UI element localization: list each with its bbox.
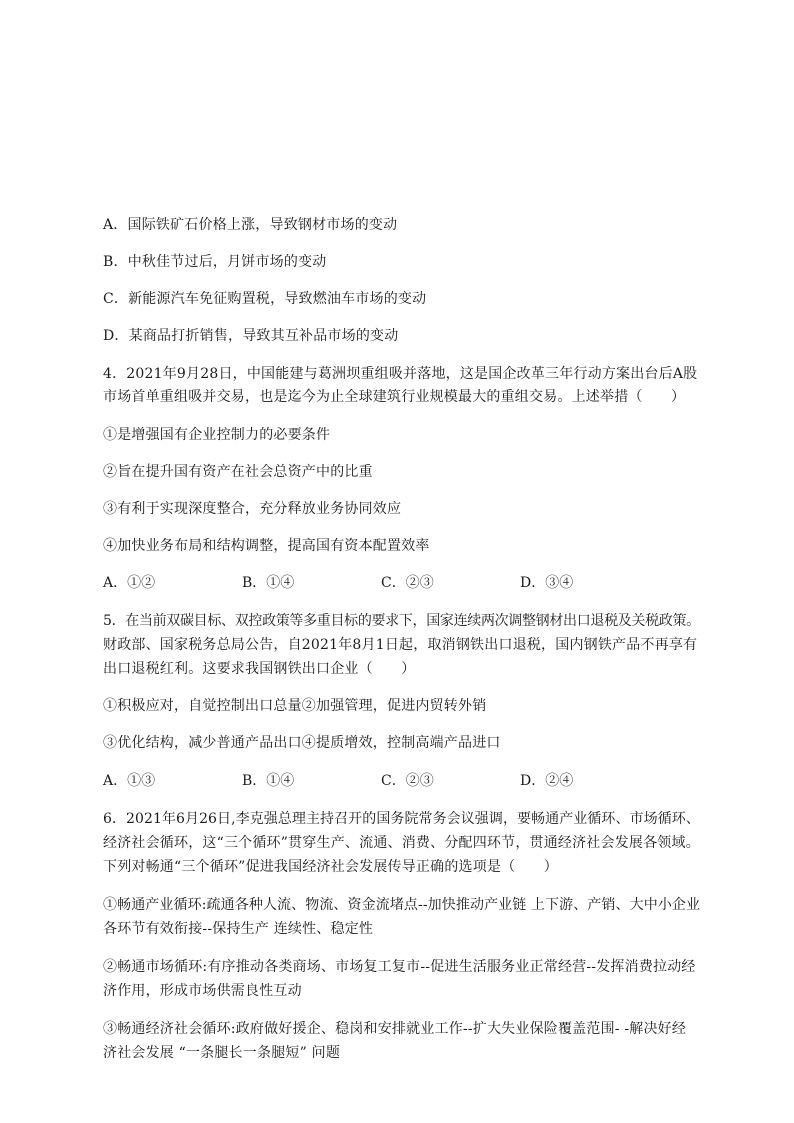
q6-item-1-line-2: 各环节有效衔接--保持生产 连续性、稳定性 xyxy=(103,921,374,937)
q6-item-1-line-1: ①畅通产业循环:疏通各种人流、物流、资金流堵点--加快推动产业链 上下游、产销、大中小企业 xyxy=(103,897,701,913)
q6-stem-line-2: 经济社会循环，这“三个循环”贯穿生产、流通、消费、分配四环节，贯通经济社会发展各领域。 xyxy=(103,835,700,851)
q3-option-a: A．国际铁矿石价格上涨，导致钢材市场的变动 xyxy=(103,217,398,233)
q4-stem-line-1: 4．2021年9月28日，中国能建与葛洲坝重组吸并落地，这是国企改革三年行动方案出台后A股 xyxy=(103,366,698,382)
q4-choice-c: C．②③ xyxy=(381,575,434,591)
q3-option-b: B．中秋佳节过后，月饼市场的变动 xyxy=(103,254,327,270)
q6-item-2-line-2: 济作用，形成市场供需良性互动 xyxy=(103,983,302,999)
q4-choice-d: D．③④ xyxy=(520,575,574,591)
q4-item-4: ④加快业务布局和结构调整，提高国有资本配置效率 xyxy=(103,538,430,554)
q6-item-2-line-1: ②畅通市场循环:有序推动各类商场、市场复工复市--促进生活服务业正常经营--发挥消费拉动经 xyxy=(103,959,696,975)
q4-item-1: ①是增强国有企业控制力的必要条件 xyxy=(103,427,331,443)
q3-option-d: D．某商品打折销售，导致其互补品市场的变动 xyxy=(103,328,399,344)
q5-choice-c: C．②③ xyxy=(381,773,434,789)
q6-item-3-line-2: 济社会发展 “一条腿长一条腿短” 问题 xyxy=(103,1045,341,1061)
q5-choice-a: A．①③ xyxy=(103,773,156,789)
q4-choice-b: B．①④ xyxy=(242,575,295,591)
q5-choice-b: B．①④ xyxy=(242,773,295,789)
q5-stem-line-3: 出口退税红利。这要求我国钢铁出口企业（ ） xyxy=(103,661,416,677)
q4-stem-line-2: 市场首单重组吸并交易，也是迄今为止全球建筑行业规模最大的重组交易。上述举措（ ） xyxy=(103,389,686,405)
q4-item-2: ②旨在提升国有资产在社会总资产中的比重 xyxy=(103,464,373,480)
q5-stem-line-1: 5．在当前双碳目标、双控政策等多重目标的要求下，国家连续两次调整钢材出口退税及关税政策。 xyxy=(103,613,700,629)
q6-stem-line-3: 下列对畅通“三个循环”促进我国经济社会发展传导正确的选项是（ ） xyxy=(103,859,558,875)
q4-item-3: ③有利于实现深度整合，充分释放业务协同效应 xyxy=(103,501,402,517)
q5-choice-d: D．②④ xyxy=(520,773,574,789)
q5-stem-line-2: 财政部、国家税务总局公告，自2021年8月1日起，取消钢铁出口退税，国内钢铁产品不再享有 xyxy=(103,637,698,653)
q6-item-3-line-1: ③畅通经济社会循环:政府做好援企、稳岗和安排就业工作--扩大失业保险覆盖范围- -解决好经 xyxy=(103,1021,687,1037)
q5-item-1: ①积极应对，自觉控制出口总量②加强管理，促进内贸转外销 xyxy=(103,698,487,714)
q3-option-c: C．新能源汽车免征购置税，导致燃油车市场的变动 xyxy=(103,291,427,307)
q4-choice-a: A．①② xyxy=(103,575,156,591)
q5-item-2: ③优化结构，减少普通产品出口④提质增效，控制高端产品进口 xyxy=(103,735,501,751)
q6-stem-line-1: 6．2021年6月26日,李克强总理主持召开的国务院常务会议强调，要畅通产业循环、市场循环、 xyxy=(103,811,700,827)
